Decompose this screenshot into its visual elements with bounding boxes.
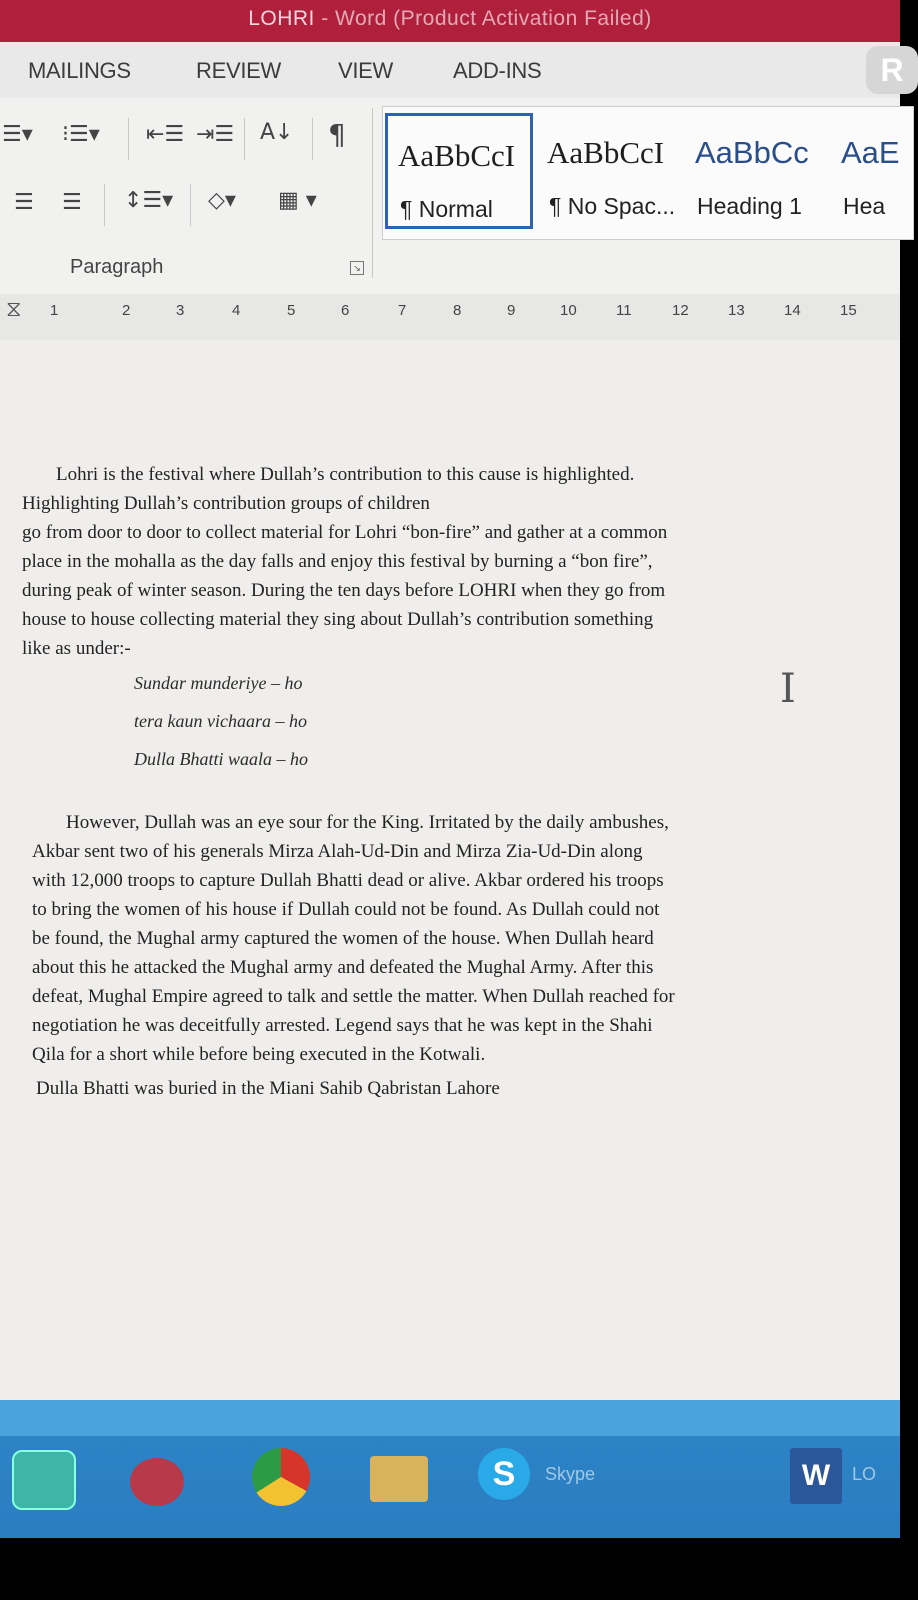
ruler-number: 14 [784, 302, 801, 319]
text-line: However, Dullah was an eye sour for the King. Irritated by the daily ambushes, [66, 812, 669, 833]
ruler-number: 2 [122, 302, 131, 319]
paragraph-intro [22, 460, 892, 663]
tab-review[interactable]: REVIEW [196, 58, 281, 83]
text-line: to bring the women of his house if Dullah could not be found. As Dullah could not [32, 899, 660, 920]
style-sample: AaBbCcI [398, 138, 516, 173]
line-spacing-icon[interactable]: ↕☰▾ [124, 188, 174, 213]
ruler-number: 12 [672, 302, 689, 319]
text-line: Qila for a short while before being executed in the Kotwali. [32, 1044, 486, 1065]
sort-icon[interactable]: A↓ [260, 120, 294, 145]
ruler-number: 3 [176, 302, 185, 319]
text-line: house to house collecting material they sing about Dullah’s contribution something [22, 609, 654, 630]
file-explorer-icon[interactable] [370, 1456, 428, 1502]
ruler-number: 11 [616, 302, 632, 319]
increase-indent-icon[interactable]: ⇥☰ [196, 122, 235, 147]
ruler-number: 9 [507, 302, 516, 319]
title-separator: - [314, 7, 336, 30]
justify-icon[interactable]: ☰ [62, 190, 82, 215]
verse-line: Sundar munderiye – ho [134, 673, 303, 693]
text-line: place in the mohalla as the day falls and enjoy this festival by burning a “bon fire”, [22, 551, 653, 572]
style-name: ¶ No Spac... [549, 193, 676, 219]
text-line: with 12,000 troops to capture Dullah Bhatti dead or alive. Akbar ordered his troops [32, 870, 664, 891]
text-line: go from door to door to collect material for Lohri “bon-fire” and gather at a common [22, 522, 668, 543]
separator [244, 118, 245, 160]
text-cursor-icon: I [780, 666, 796, 712]
chrome-icon[interactable] [252, 1448, 310, 1506]
tab-mailings[interactable]: MAILINGS [28, 58, 131, 83]
separator [128, 118, 129, 160]
ruler-number: 8 [453, 302, 462, 319]
word-icon[interactable]: W [790, 1448, 842, 1504]
show-formatting-marks-icon[interactable]: ¶ [328, 118, 346, 151]
ribbon [0, 98, 900, 295]
paragraph-burial: Dulla Bhatti was buried in the Miani Sahib Qabristan Lahore [36, 1078, 500, 1099]
title-bar [0, 0, 900, 42]
paragraph-group-label: Paragraph [70, 256, 164, 278]
text-line: Akbar sent two of his generals Mirza Alah-Ud-Din and Mirza Zia-Ud-Din along [32, 841, 643, 862]
style-no-spacing[interactable] [537, 113, 687, 229]
style-sample: AaBbCcI [547, 135, 665, 170]
bullets-icon[interactable]: ☰▾ [2, 122, 33, 147]
borders-icon[interactable]: ▦ ▾ [278, 188, 317, 213]
tab-add-ins[interactable]: ADD-INS [453, 58, 542, 83]
style-normal[interactable] [385, 113, 533, 229]
ruler-number: 6 [341, 302, 350, 319]
separator [312, 118, 313, 160]
document-page[interactable] [0, 340, 900, 1400]
ruler-number: 7 [398, 302, 407, 319]
ribbon-tabs [0, 42, 904, 99]
styles-gallery [382, 106, 914, 240]
multilevel-list-icon[interactable]: ⁝☰▾ [62, 122, 100, 147]
ruler-number: 10 [560, 302, 577, 319]
style-sample: AaBbCc [695, 135, 809, 170]
verse-line: tera kaun vichaara – ho [134, 711, 307, 731]
text-line: during peak of winter season. During the ten days before LOHRI when they go from [22, 580, 666, 601]
paragraph-history [32, 808, 890, 1069]
taskbar [0, 1400, 900, 1538]
ruler-number: 5 [287, 302, 296, 319]
text-line: defeat, Mughal Empire agreed to talk and settle the matter. When Dullah reached for [32, 986, 675, 1007]
ruler-number: 15 [840, 302, 857, 319]
ruler-number: 1 [50, 302, 59, 319]
ruler[interactable] [0, 294, 900, 341]
verse-line: Dulla Bhatti waala – ho [134, 749, 309, 769]
text-line: negotiation he was deceitfully arrested. Legend says that he was kept in the Shahi [32, 1015, 653, 1036]
separator [190, 184, 191, 226]
ruler-number: 4 [232, 302, 241, 319]
ruler-number: 13 [728, 302, 745, 319]
style-name: Heading 1 [697, 193, 802, 219]
ruler-numbers [0, 302, 900, 332]
style-heading-2[interactable] [831, 113, 911, 229]
align-right-icon[interactable]: ☰ [14, 190, 34, 215]
text-line: about this he attacked the Mughal army and defeated the Mughal Army. After this [32, 957, 654, 978]
shading-icon[interactable]: ◇▾ [208, 188, 236, 213]
style-name: Hea [843, 193, 886, 219]
skype-icon[interactable]: S [478, 1448, 530, 1500]
word-taskbar-label: LO [852, 1464, 877, 1484]
text-line: Lohri is the festival where Dullah’s contribution to this cause is highlighted. [56, 464, 635, 485]
text-line: Highlighting Dullah’s contribution groups of children [22, 493, 430, 514]
style-name: ¶ Normal [400, 196, 493, 222]
text-line: like as under:- [22, 638, 131, 659]
separator [372, 108, 373, 278]
paragraph-dialog-launcher-icon[interactable]: ↘ [350, 261, 364, 275]
desktop-app-icon[interactable] [12, 1450, 76, 1510]
indent-marker-icon[interactable]: ⧖ [6, 296, 22, 321]
style-heading-1[interactable] [685, 113, 835, 229]
separator [104, 184, 105, 226]
account-logo-icon[interactable]: R [866, 46, 918, 94]
style-sample: AaE [841, 135, 900, 170]
skype-label: Skype [545, 1464, 596, 1484]
media-app-icon[interactable] [130, 1458, 184, 1506]
document-title: LOHRI [248, 7, 315, 30]
app-title: Word (Product Activation Failed) [335, 7, 652, 30]
tab-view[interactable]: VIEW [338, 58, 394, 83]
decrease-indent-icon[interactable]: ⇤☰ [146, 122, 185, 147]
text-line: be found, the Mughal army captured the women of the house. When Dullah heard [32, 928, 654, 949]
